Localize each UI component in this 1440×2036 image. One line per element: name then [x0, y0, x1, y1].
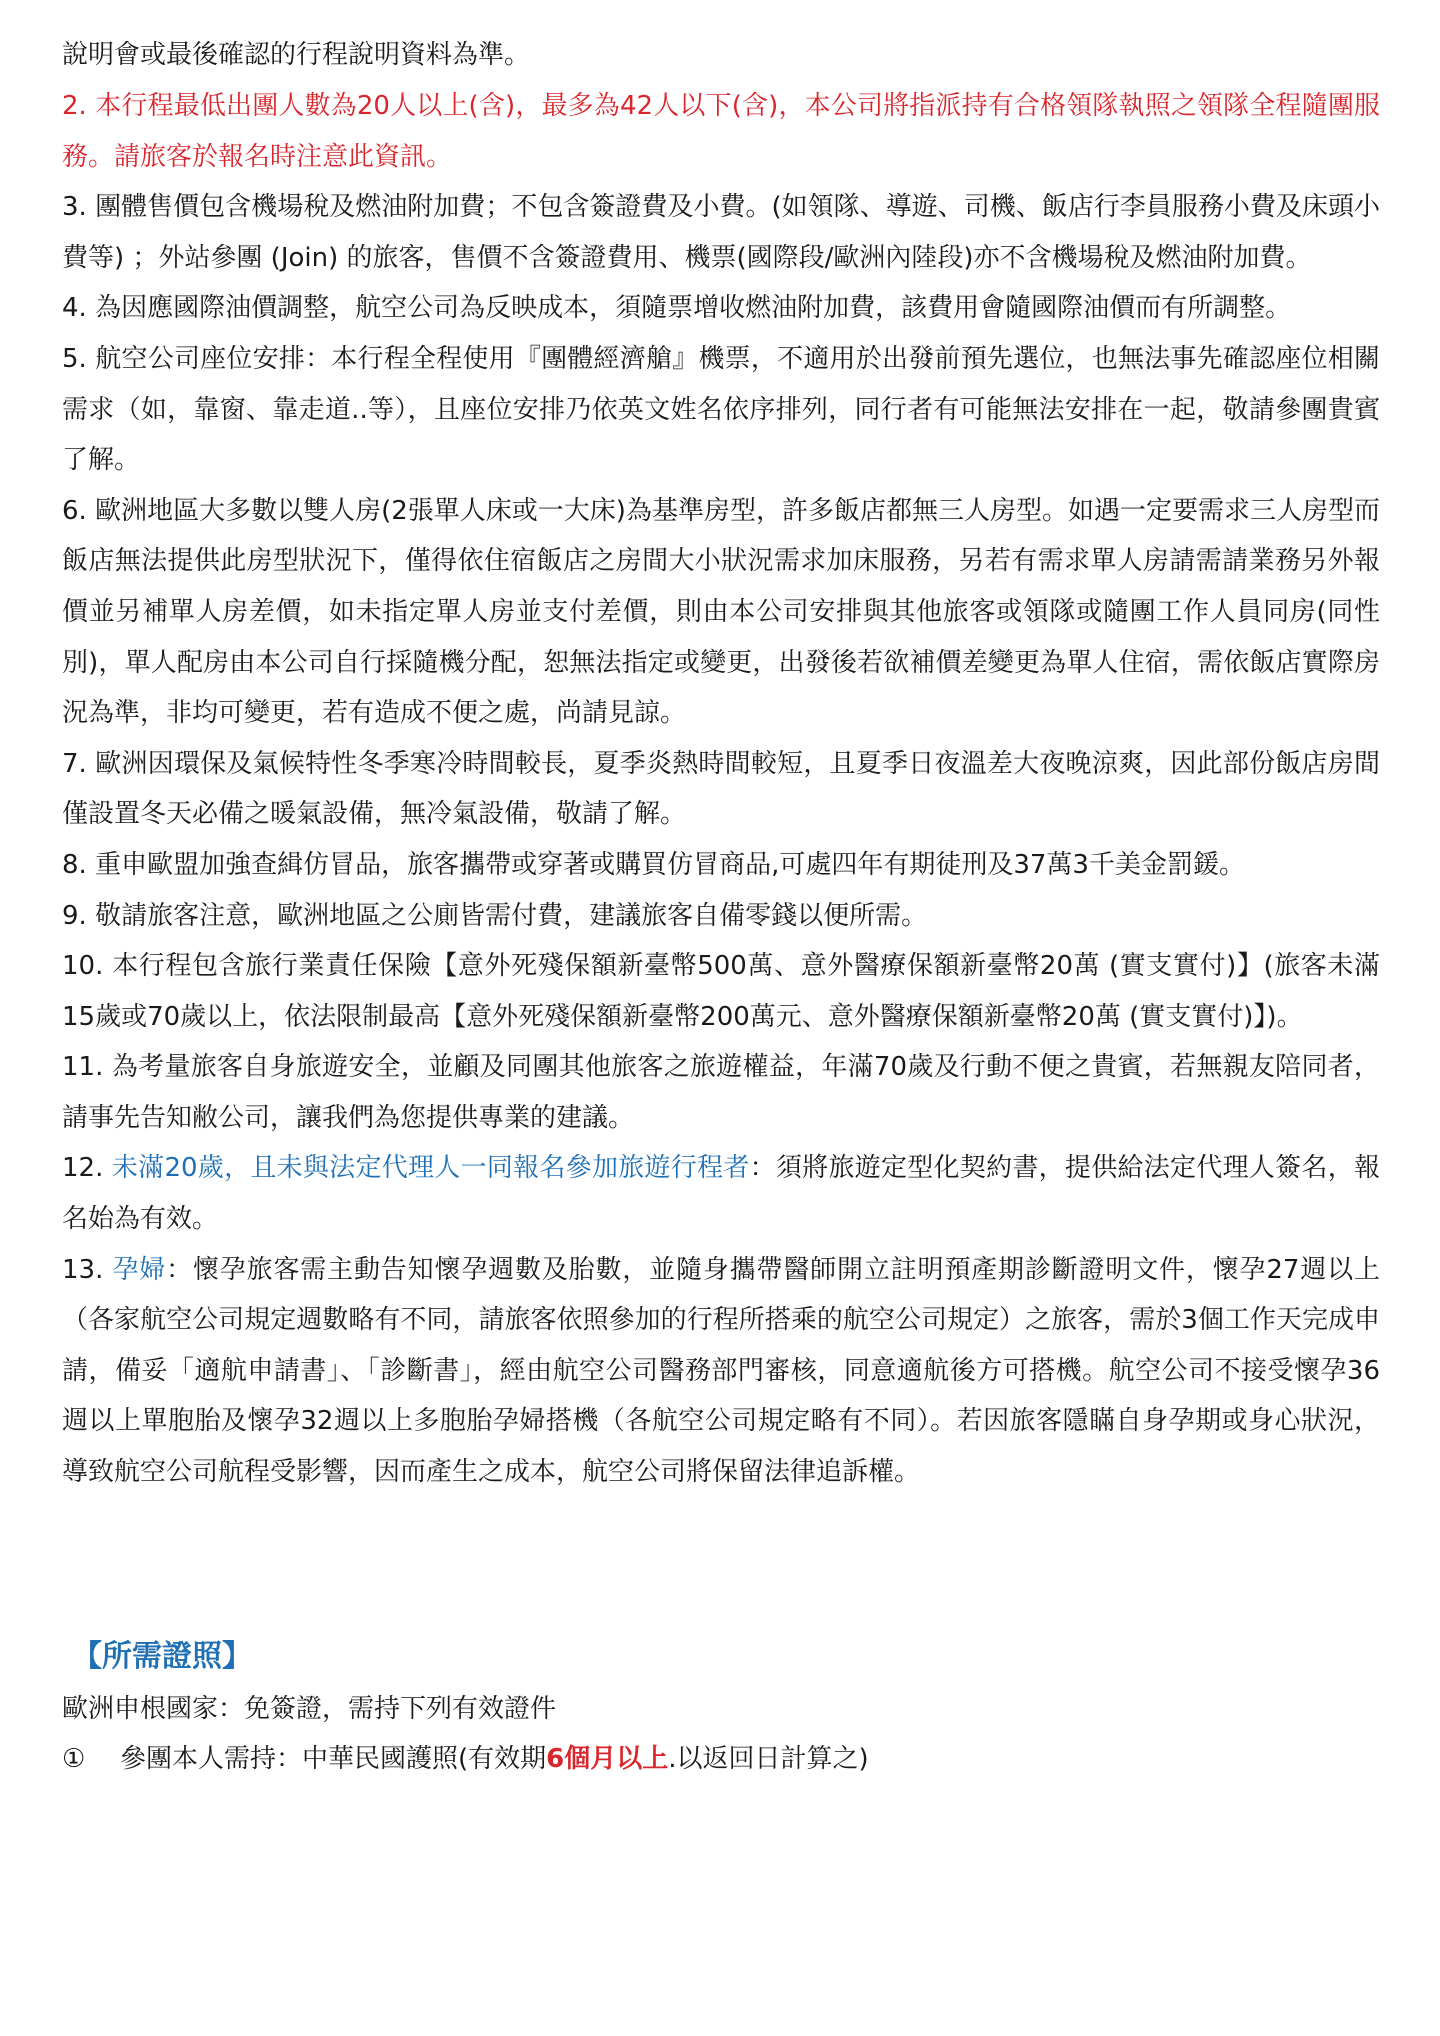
note-item — [62, 1245, 1380, 1498]
notes-list — [62, 81, 1380, 1498]
note-text: ：懷孕旅客需主動告知懷孕週數及胎數，並隨身攜帶醫師開立註明預產期診斷證明文件，懷孕27週以上（各家航空公司規定週數略有不同，請旅客依照參加的行程所搭乘的航空公司規定）之旅客，需於3個工作天完成申請，備妥「適航申請書」、「診斷書」，經由航空公司醫務部門審核，同意適航後方可搭機。航空公司不接受懷孕36週以上單胞胎及懷孕32週以上多胞胎孕婦搭機（各航空公司規定略有不同）。若因旅客隱瞞自身孕期或身心狀況，導致航空公司航程受影響，因而產生之成本，航空公司將保留法律追訴權。 — [62, 1254, 1380, 1488]
note-text: 7. 歐洲因環保及氣候特性冬季寒冷時間較長，夏季炎熱時間較短，且夏季日夜溫差大夜晚涼爽，因此部份飯店房間僅設置冬天必備之暖氣設備，無冷氣設備，敬請了解。 — [62, 748, 1380, 830]
note-text: 5. 航空公司座位安排：本行程全程使用『團體經濟艙』機票，不適用於出發前預先選位，也無法事先確認座位相關需求（如，靠窗、靠走道..等），且座位安排乃依英文姓名依序排列，同行者有可能無法安排在一起，敬請參團貴賓了解。 — [62, 343, 1380, 476]
note-item — [62, 486, 1380, 739]
note-item — [62, 739, 1380, 840]
requirement-text-b: .以返回日計算之) — [668, 1743, 869, 1774]
note-text: 6. 歐洲地區大多數以雙人房(2張單人床或一大床)為基準房型，許多飯店都無三人房型。如遇一定要需求三人房型而飯店無法提供此房型狀況下，僅得依住宿飯店之房間大小狀況需求加床服務，另若有需求單人房請需請業務另外報價並另補單人房差價，如未指定單人房並支付差價，則由本公司安排與其他旅客或領隊或隨團工作人員同房(同性別)，單人配房由本公司自行採隨機分配，恕無法指定或變更，出發後若欲補價差變更為單人住宿，需依飯店實際房況為準，非均可變更，若有造成不便之處，尚請見諒。 — [62, 495, 1380, 729]
note-item — [62, 81, 1380, 182]
note-item — [62, 891, 1380, 942]
note-text: 孕婦 — [112, 1254, 167, 1285]
note-text: 4. 為因應國際油價調整，航空公司為反映成本，須隨票增收燃油附加費，該費用會隨國際油價而有所調整。 — [62, 293, 1292, 324]
passport-requirement — [62, 1734, 1380, 1784]
note-item — [62, 182, 1380, 283]
note-item — [62, 334, 1380, 486]
note-text: 9. 敬請旅客注意，歐洲地區之公廁皆需付費，建議旅客自備零錢以便所需。 — [62, 900, 928, 931]
note-item — [62, 941, 1380, 1042]
note-text: 11. 為考量旅客自身旅遊安全，並顧及同團其他旅客之旅遊權益，年滿70歲及行動不便之貴賓，若無親友陪同者，請事先告知敝公司，讓我們為您提供專業的建議。 — [62, 1052, 1380, 1133]
note-text: 13. — [62, 1254, 113, 1285]
note-text: 未滿20歲，且未與法定代理人一同報名參加旅遊行程者 — [111, 1153, 750, 1184]
note-item — [62, 840, 1380, 891]
validity-highlight: 6個月以上 — [546, 1743, 669, 1774]
circled-number-1: ① — [62, 1743, 86, 1774]
note-item — [62, 1042, 1380, 1143]
schengen-visa-line: 歐洲申根國家：免簽證，需持下列有效證件 — [62, 1693, 557, 1724]
note-item — [62, 1143, 1380, 1244]
intro-line: 說明會或最後確認的行程說明資料為準。 — [62, 40, 531, 70]
note-text: 12. — [62, 1153, 112, 1184]
note-text: 10. 本行程包含旅行業責任保險【意外死殘保額新臺幣500萬、意外醫療保額新臺幣20萬 (實支實付)】(旅客未滿15歲或70歲以上，依法限制最高【意外死殘保額新臺幣200萬元、意外醫療保額新臺幣20萬 (實支實付)】)。 — [62, 951, 1380, 1032]
note-text: 2. 本行程最低出團人數為20人以上(含)，最多為42人以下(含)，本公司將指派持有合格領隊執照之領隊全程隨團服務。請旅客於報名時注意此資訊。 — [62, 91, 1380, 172]
requirement-text-a: 參團本人需持：中華民國護照(有效期 — [120, 1743, 547, 1774]
note-item — [62, 283, 1380, 334]
note-text: 3. 團體售價包含機場稅及燃油附加費；不包含簽證費及小費。(如領隊、導遊、司機、飯店行李員服務小費及床頭小費等) ；外站參團 (Join) 的旅客，售價不含簽證費用、機票(國際段/歐洲內陸段)亦不含機場稅及燃油附加費。 — [62, 192, 1380, 273]
note-text: ：須將旅遊定型化契約書，提供給法定代理人簽名，報名始為有效。 — [62, 1153, 1380, 1235]
note-text: 8. 重申歐盟加強查緝仿冒品，旅客攜帶或穿著或購買仿冒商品,可處四年有期徒刑及37萬3千美金罰鍰。 — [62, 849, 1245, 880]
section-title: 【所需證照】 — [72, 1638, 252, 1674]
required-documents-section — [62, 1630, 1380, 1784]
